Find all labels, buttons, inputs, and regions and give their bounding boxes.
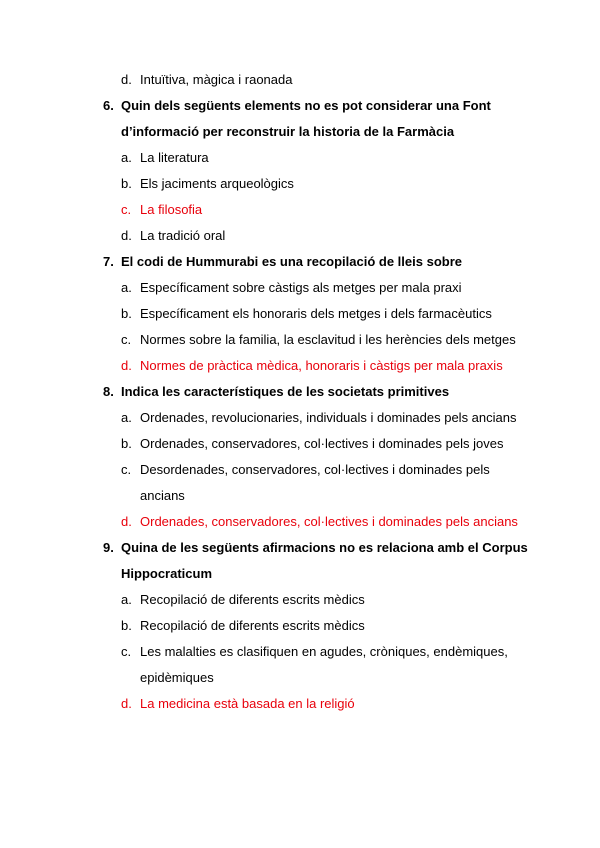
- question-9: [103, 540, 528, 556]
- q7-option-b: [121, 306, 492, 322]
- question-text: Quina de les següents afirmacions no es relaciona amb el Corpus: [121, 540, 528, 555]
- question-text: El codi de Hummurabi es una recopilació de lleis sobre: [121, 254, 462, 269]
- question-6: [103, 98, 491, 114]
- option-text: Ordenades, conservadores, col·lectives i dominades pels joves: [140, 436, 504, 451]
- option-text: La medicina està basada en la religió: [140, 696, 355, 711]
- q9-option-c: [121, 644, 508, 660]
- q9-option-a: [121, 592, 365, 608]
- option-letter: a.: [121, 150, 132, 165]
- question-6-cont: d’informació per reconstruir la historia de la Farmàcia: [121, 124, 455, 139]
- prev-option-d: [121, 72, 292, 88]
- option-letter: c.: [121, 332, 132, 347]
- question-number: 7.: [103, 254, 114, 269]
- option-text: Els jaciments arqueològics: [140, 176, 294, 191]
- option-letter: d.: [121, 72, 132, 87]
- option-letter: c.: [121, 202, 132, 217]
- q8-option-c: [121, 462, 490, 478]
- q8-option-a: [121, 410, 517, 426]
- option-letter: b.: [121, 176, 132, 191]
- option-letter: c.: [121, 462, 132, 477]
- option-text: Específicament els honoraris dels metges i dels farmacèutics: [140, 306, 492, 321]
- option-text: La tradició oral: [140, 228, 226, 243]
- option-text: Ordenades, revolucionaries, individuals i dominades pels ancians: [140, 410, 517, 425]
- option-text: Normes de pràctica mèdica, honoraris i càstigs per mala praxis: [140, 358, 503, 373]
- option-text: Ordenades, conservadores, col·lectives i dominades pels ancians: [140, 514, 518, 529]
- q9-option-d-answer: [121, 696, 355, 712]
- option-letter: a.: [121, 592, 132, 607]
- question-7: [103, 254, 462, 270]
- q9-option-c-cont: epidèmiques: [140, 670, 214, 685]
- q7-option-d-answer: [121, 358, 503, 374]
- option-text: La literatura: [140, 150, 209, 165]
- question-number: 6.: [103, 98, 114, 113]
- q6-option-b: [121, 176, 294, 192]
- q8-option-c-cont: ancians: [140, 488, 185, 503]
- option-text: Recopilació de diferents escrits mèdics: [140, 592, 365, 607]
- q9-option-b: [121, 618, 365, 634]
- question-text: Indica les característiques de les societats primitives: [121, 384, 450, 399]
- q6-option-d: [121, 228, 225, 244]
- q8-option-d-answer: [121, 514, 518, 530]
- option-letter: c.: [121, 644, 132, 659]
- question-9-cont: Hippocraticum: [121, 566, 213, 581]
- q8-option-b: [121, 436, 503, 452]
- option-letter: d.: [121, 696, 132, 711]
- q7-option-a: [121, 280, 462, 296]
- question-number: 8.: [103, 384, 114, 399]
- q7-option-c: [121, 332, 516, 348]
- option-text: Específicament sobre càstigs als metges per mala praxi: [140, 280, 462, 295]
- question-number: 9.: [103, 540, 114, 555]
- option-text: Desordenades, conservadores, col·lectives i dominades pels: [140, 462, 490, 477]
- option-letter: a.: [121, 410, 132, 425]
- option-letter: b.: [121, 618, 132, 633]
- q6-option-a: [121, 150, 209, 166]
- option-letter: d.: [121, 514, 132, 529]
- option-text: Les malalties es clasifiquen en agudes, cròniques, endèmiques,: [140, 644, 508, 659]
- option-text: Intuïtiva, màgica i raonada: [140, 72, 293, 87]
- option-text: La filosofia: [140, 202, 203, 217]
- option-letter: d.: [121, 228, 132, 243]
- option-letter: b.: [121, 306, 132, 321]
- option-letter: d.: [121, 358, 132, 373]
- option-text: Normes sobre la familia, la esclavitud i les herències dels metges: [140, 332, 516, 347]
- q6-option-c-answer: [121, 202, 202, 218]
- question-text: Quin dels següents elements no es pot considerar una Font: [121, 98, 491, 113]
- question-8: [103, 384, 449, 400]
- option-letter: b.: [121, 436, 132, 451]
- option-letter: a.: [121, 280, 132, 295]
- option-text: Recopilació de diferents escrits mèdics: [140, 618, 365, 633]
